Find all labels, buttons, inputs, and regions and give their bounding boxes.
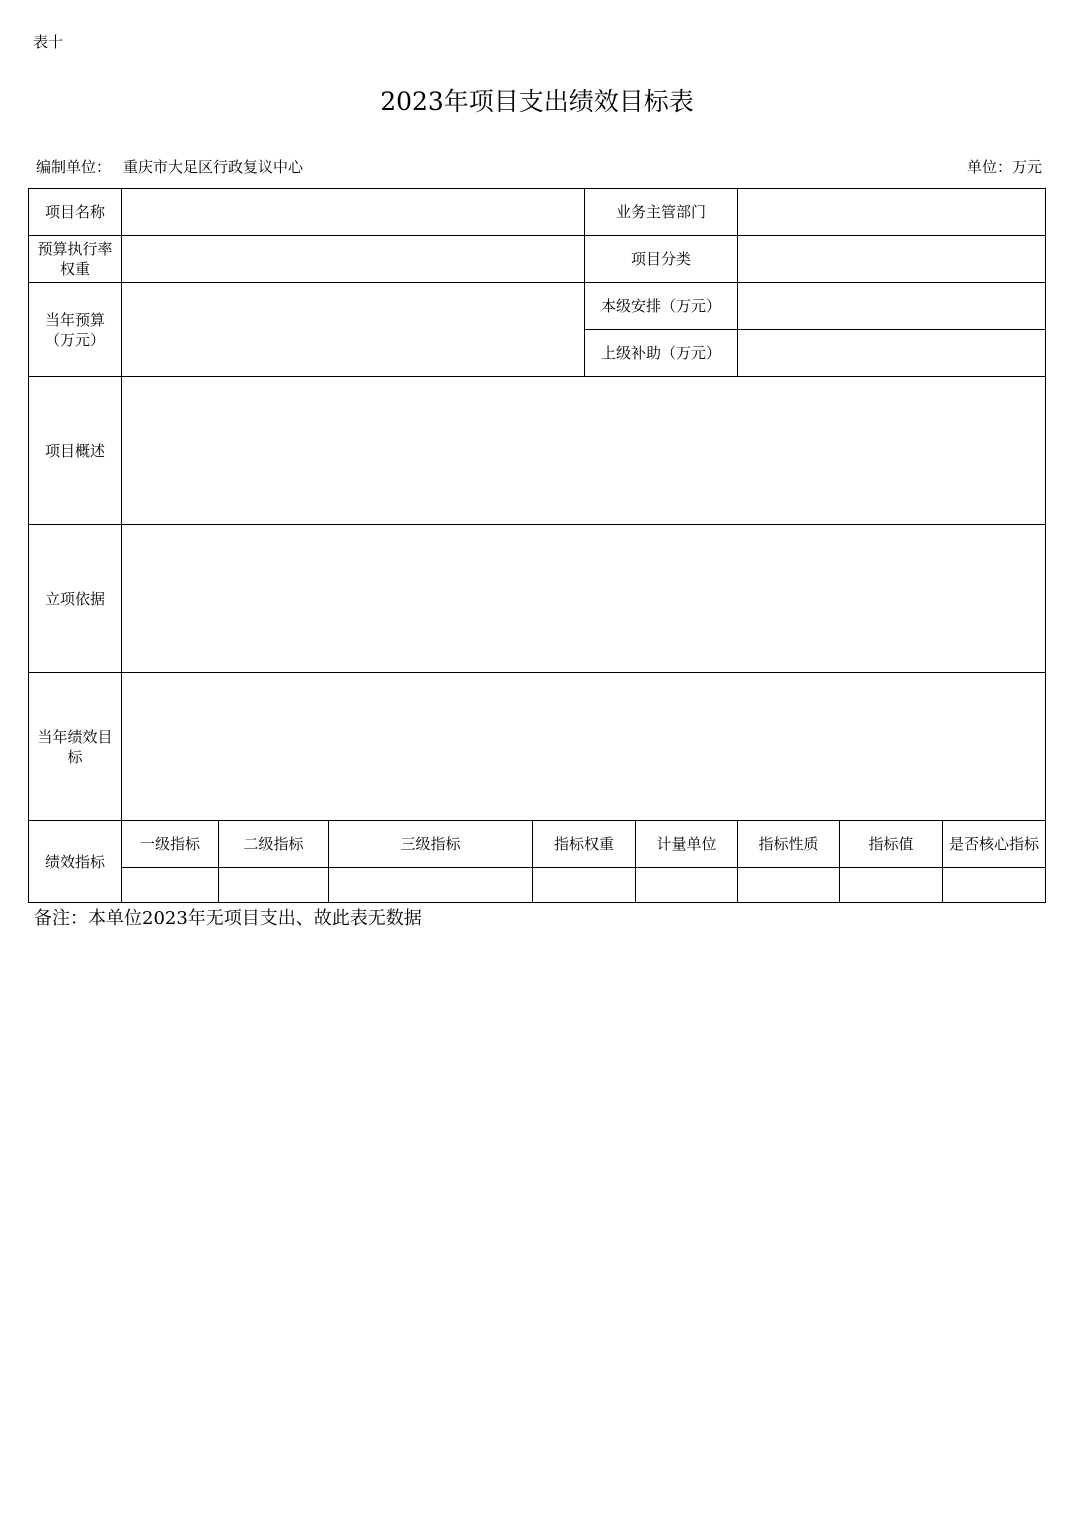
project-category-label: 项目分类: [585, 236, 738, 283]
indicator-col-nature: 指标性质: [738, 821, 840, 868]
superior-subsidy-value: [738, 330, 1046, 377]
basis-value: [122, 525, 1046, 673]
project-name-value: [122, 189, 585, 236]
table-row: [29, 377, 1046, 525]
indicator-cell: [219, 868, 329, 903]
performance-goal-table: [28, 188, 1046, 903]
annual-budget-label: 当年预算（万元）: [29, 283, 122, 377]
table-row: [29, 673, 1046, 821]
table-row: [29, 821, 1046, 868]
indicator-cell: [636, 868, 738, 903]
exec-rate-weight-label: 预算执行率权重: [29, 236, 122, 283]
project-name-label: 项目名称: [29, 189, 122, 236]
unit-label: 单位：万元: [966, 158, 1042, 176]
footer-note: 备注：本单位2023年无项目支出、故此表无数据: [34, 908, 422, 929]
department-value: [738, 189, 1046, 236]
basis-label: 立项依据: [29, 525, 122, 673]
indicator-col-level1: 一级指标: [122, 821, 219, 868]
indicator-col-unit: 计量单位: [636, 821, 738, 868]
table-row: [29, 283, 1046, 330]
department-label: 业务主管部门: [585, 189, 738, 236]
indicator-cell: [840, 868, 943, 903]
table-row: [29, 525, 1046, 673]
indicators-label: 绩效指标: [29, 821, 122, 903]
indicator-cell: [533, 868, 636, 903]
project-category-value: [738, 236, 1046, 283]
indicator-cell: [329, 868, 533, 903]
page-title: 2023年项目支出绩效目标表: [380, 87, 694, 116]
indicator-cell: [122, 868, 219, 903]
annual-goal-label: 当年绩效目标: [29, 673, 122, 821]
indicator-col-level2: 二级指标: [219, 821, 329, 868]
annual-budget-value: [122, 283, 585, 377]
org-name: 重庆市大足区行政复议中心: [123, 158, 304, 176]
indicator-col-core: 是否核心指标: [943, 821, 1046, 868]
indicator-cell: [943, 868, 1046, 903]
table-number: 表十: [33, 33, 64, 51]
table-row: [29, 236, 1046, 283]
local-arrangement-value: [738, 283, 1046, 330]
table-row: [29, 868, 1046, 903]
annual-goal-value: [122, 673, 1046, 821]
indicator-cell: [738, 868, 840, 903]
exec-rate-weight-value: [122, 236, 585, 283]
local-arrangement-label: 本级安排（万元）: [585, 283, 738, 330]
indicator-col-weight: 指标权重: [533, 821, 636, 868]
table-row: [29, 189, 1046, 236]
org-line: [36, 156, 303, 177]
indicator-col-level3: 三级指标: [329, 821, 533, 868]
superior-subsidy-label: 上级补助（万元）: [585, 330, 738, 377]
overview-value: [122, 377, 1046, 525]
org-label: 编制单位：: [36, 158, 112, 176]
overview-label: 项目概述: [29, 377, 122, 525]
indicator-col-value: 指标值: [840, 821, 943, 868]
